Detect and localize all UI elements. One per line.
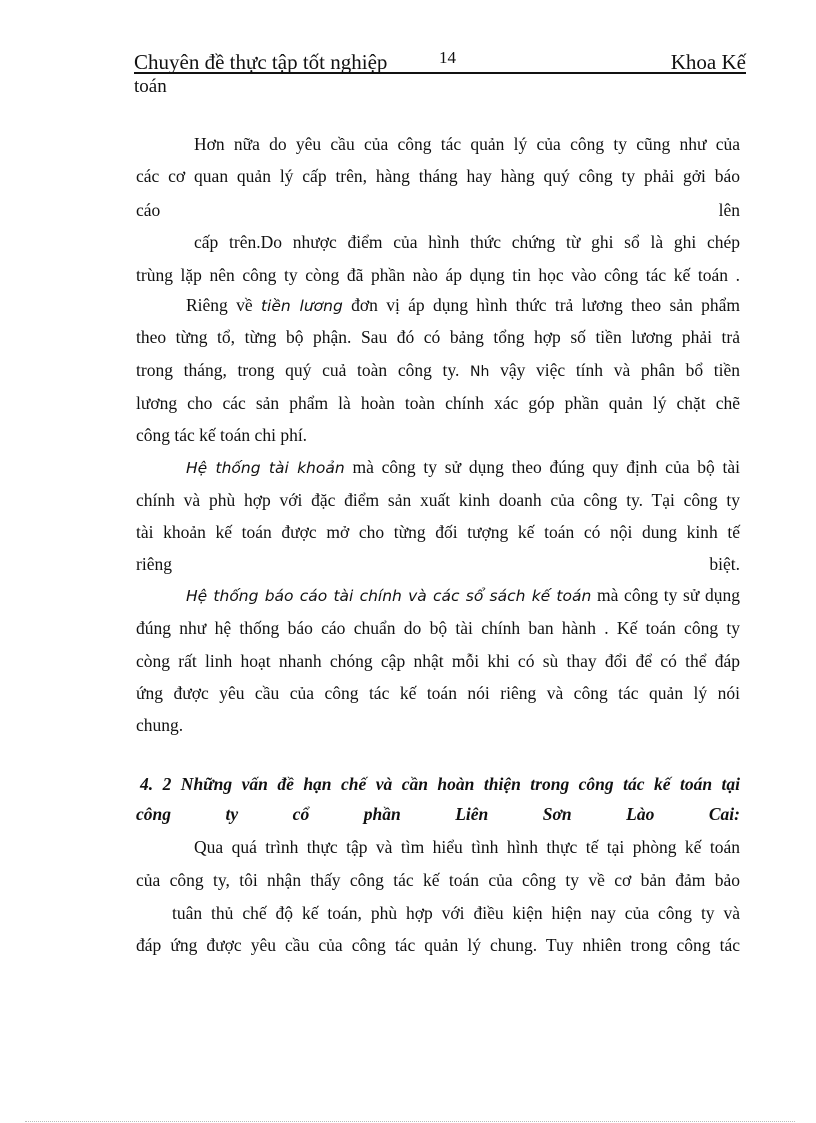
paragraph-line [136,199,740,221]
paragraph-line: Hơn nữa do yêu cầu của công tác quản lý của công ty cũng như của [194,134,740,154]
paragraph-line: còng rất linh hoạt nhanh chóng cập nhật mỗi khi có sù thay đổi để có thể đáp [136,651,740,671]
heading-word: phần [363,804,401,824]
text-fragment: đơn vị áp dụng hình thức trả lương theo sản phẩm [342,295,740,315]
paragraph-line [186,456,740,479]
paragraph-line: đáp ứng được yêu cầu của công tác quản lý chung. Tuy nhiên trong công tác [136,935,740,955]
paragraph-line [186,294,740,317]
text-fragment: Nh [470,364,490,380]
paragraph-line: lương cho các sản phẩm là hoàn toàn chính xác góp phần quản lý chặt chẽ [136,393,740,413]
header-continuation: toán [134,76,167,97]
text-fragment: cáo [136,200,161,220]
header-department: Khoa Kế [670,50,746,74]
text-fragment: biệt. [709,554,740,574]
paragraph-line: tuân thủ chế độ kế toán, phù hợp với điều kiện hiện nay của công ty và [172,903,740,923]
text-fragment: riêng [136,554,172,574]
paragraph-line [186,584,740,607]
heading-word: Liên [455,804,489,824]
text-fragment: lên [718,200,740,220]
text-fragment: trong tháng, trong quý cuả toàn công ty. [136,360,460,380]
paragraph-line: trùng lặp nên công ty còng đã phần nào áp dụng tin học vào công tác kế toán . [136,265,740,285]
section-heading [136,803,740,825]
paragraph-line: chung. [136,715,184,735]
paragraph-line: của công ty, tôi nhận thấy công tác kế toán của công ty về cơ bản đảm bảo [136,870,740,890]
paragraph-line: ứng được yêu cầu của công tác kế toán nói riêng và công tác quản lý nói [136,683,740,703]
paragraph-line: các cơ quan quản lý cấp trên, hàng tháng hay hàng quý công ty phải gởi báo [136,166,740,186]
header-rule [134,72,746,74]
paragraph-line: tài khoản kế toán được mở cho từng đối tượng kế toán có nội dung kinh tế [136,522,740,542]
page-bottom-border [25,1121,795,1122]
text-fragment: Riêng về [186,295,261,315]
header-title: Chuyên đề thực tập tốt nghiệp [134,50,388,74]
heading-word: công [136,804,171,824]
heading-word: Cai: [708,804,740,824]
heading-word: ty [225,804,239,824]
heading-word: Lào [626,804,655,824]
paragraph-line: theo từng tổ, từng bộ phận. Sau đó có bảng tổng hợp số tiền lương phải trả [136,327,740,347]
paragraph-line [136,553,740,575]
text-fragment: mà công ty sử dụng [591,585,741,605]
section-heading: 4. 2 Những vấn đề hạn chế và cần hoàn thiện trong công tác kế toán tại [140,774,740,794]
paragraph-line: chính và phù hợp với đặc điểm sản xuất kinh doanh của công ty. Tại công ty [136,490,740,510]
heading-word: cổ [292,804,310,824]
paragraph-line: cấp trên.Do nhược điểm của hình thức chứng từ ghi sổ là ghi chép [194,232,740,252]
emphasis-text: Hệ thống báo cáo tài chính và các sổ sách kế toán [186,587,592,605]
emphasis-text: tiền lương [260,297,343,315]
heading-word: Sơn [542,804,572,824]
paragraph-line: Qua quá trình thực tập và tìm hiểu tình hình thực tế tại phòng kế toán [194,837,740,857]
page-number: 14 [439,48,456,67]
emphasis-text: Hệ thống tài khoản [186,459,345,477]
text-fragment: vậy việc tính và phân bổ tiền [500,360,740,380]
text-fragment: mà công ty sử dụng theo đúng quy định của bộ tài [344,457,740,477]
paragraph-line: đúng như hệ thống báo cáo chuẩn do bộ tài chính ban hành . Kế toán công ty [136,618,740,638]
paragraph-line: công tác kế toán chi phí. [136,425,308,445]
paragraph-line [136,359,740,383]
